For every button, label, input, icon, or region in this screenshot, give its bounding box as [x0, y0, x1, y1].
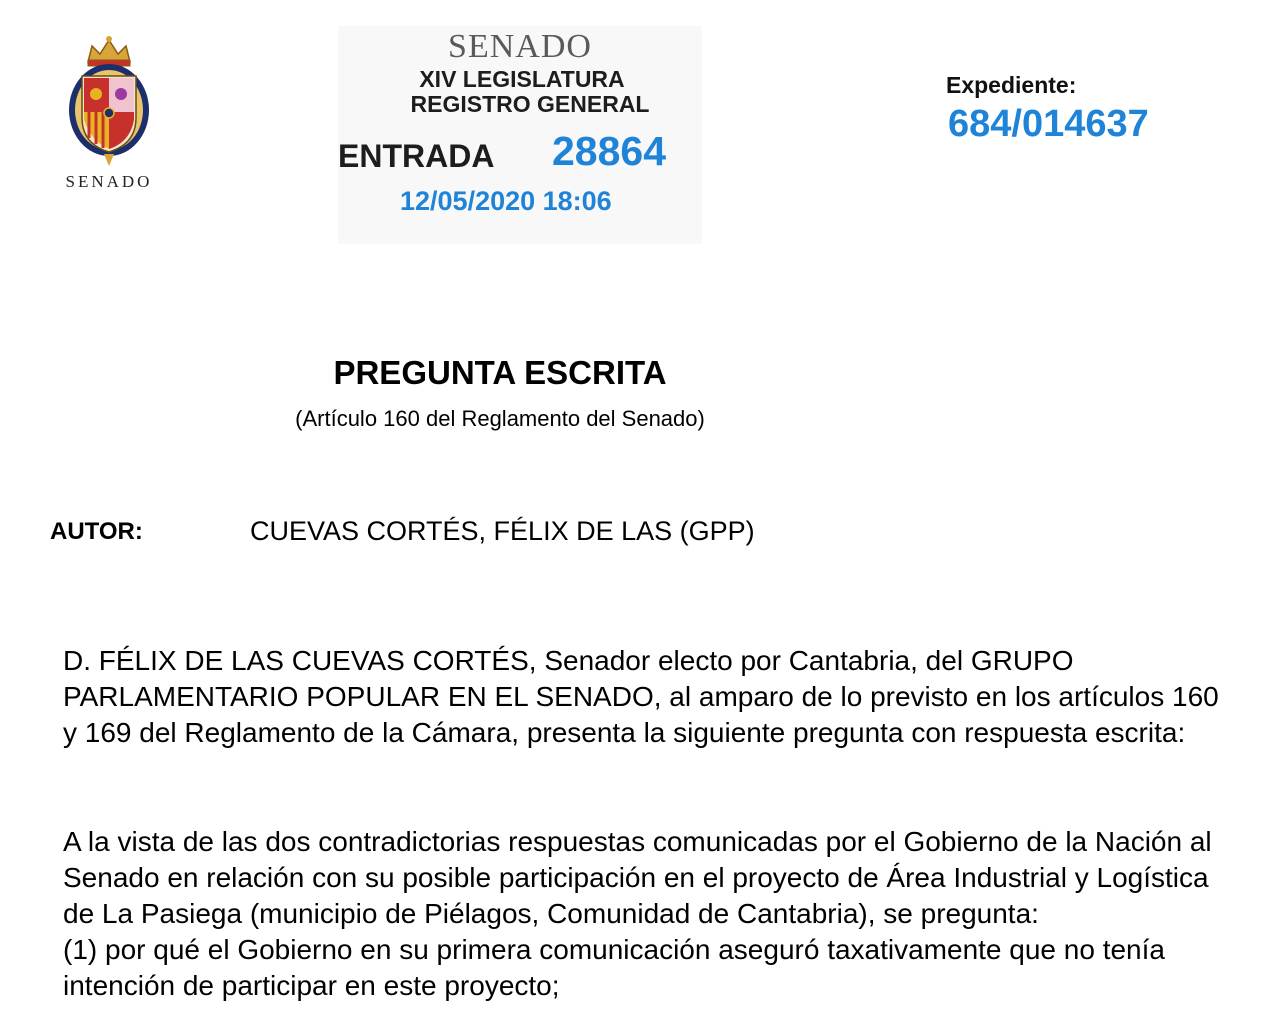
body-paragraph-question: A la vista de las dos contradictorias respuestas comunicadas por el Gobierno de la Nación al Senado en relación con su posible participación en el proyecto de Área Industrial y Logística de La Pasiega (municipio de Piélagos, Comunidad de Cantabria), se pregunta: (1) por qué el Gobierno en su primera comunicación aseguró taxativamente que no tenía intención de participar en este proyecto;	[63, 826, 1212, 1001]
body-paragraph-intro: D. FÉLIX DE LAS CUEVAS CORTÉS, Senador electo por Cantabria, del GRUPO PARLAMENTARIO POPULAR EN EL SENADO, al amparo de lo previsto en los artículos 160 y 169 del Reglamento de la Cámara, presenta la siguiente pregunta con respuesta escrita:	[63, 645, 1219, 748]
author-name: CUEVAS CORTÉS, FÉLIX DE LAS (GPP)	[250, 516, 755, 546]
author-label: AUTOR:	[50, 518, 143, 545]
stamp-datetime: 12/05/2020 18:06	[400, 186, 612, 216]
expediente-number: 684/014637	[948, 103, 1149, 145]
registry-stamp	[338, 26, 702, 244]
document-subtitle: (Artículo 160 del Reglamento del Senado)	[295, 406, 705, 431]
document-title: PREGUNTA ESCRITA	[333, 354, 667, 391]
expediente-label: Expediente:	[946, 72, 1077, 98]
stamp-institution: SENADO	[448, 28, 592, 65]
stamp-entry-number: 28864	[552, 128, 667, 174]
senate-emblem	[48, 32, 170, 196]
senate-coat-of-arms-icon	[48, 32, 170, 172]
emblem-caption: SENADO	[65, 172, 153, 191]
stamp-entry-label: ENTRADA	[338, 138, 495, 174]
stamp-registry: REGISTRO GENERAL	[410, 91, 650, 117]
stamp-legislature: XIV LEGISLATURA	[419, 66, 625, 92]
